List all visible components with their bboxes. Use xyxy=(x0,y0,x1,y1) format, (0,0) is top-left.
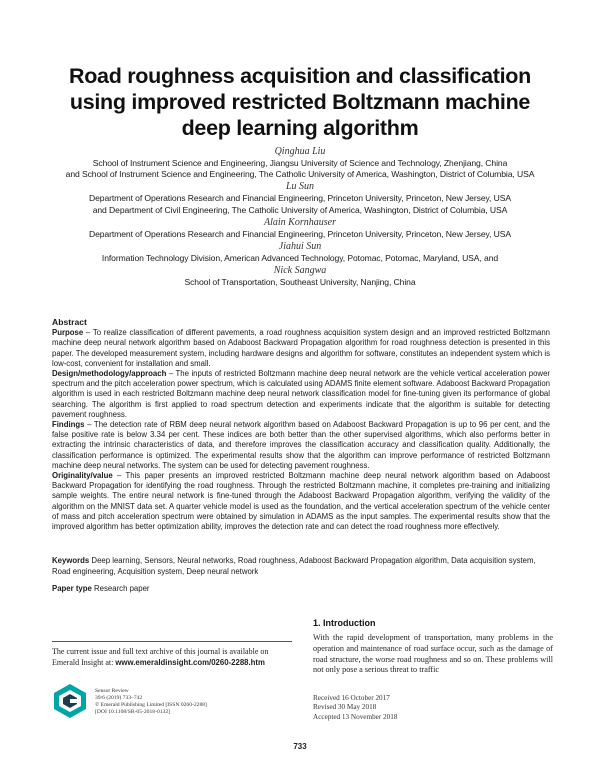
paper-title xyxy=(40,63,560,141)
journal-info xyxy=(95,688,207,716)
design-label: Design/methodology/approach xyxy=(52,369,167,379)
emerald-logo-icon xyxy=(52,683,88,719)
author-affiliation: Information Technology Division, American Advanced Technology, Potomac, Potomac, Maryland, USA, and xyxy=(101,253,499,264)
title-line-1: Road roughness acquisition and classification xyxy=(69,64,531,88)
author-affiliation: and School of Instrument Science and Engineering, The Catholic University of America, Washington, District of Columbia, USA xyxy=(65,169,535,180)
keywords-text: Deep learning, Sensors, Neural networks, Road roughness, Adaboost Backward Propagation algorithm, Data acquisition system, Road engineering, Acquisition system, Deep neural network xyxy=(52,556,536,576)
article-dates xyxy=(313,694,397,722)
journal-access-note xyxy=(52,647,294,669)
keywords xyxy=(52,556,550,577)
journal-publisher: © Emerald Publishing Limited [ISSN 0260-2288] xyxy=(95,702,207,709)
abstract-design xyxy=(52,369,550,420)
originality-label: Originality/value xyxy=(52,471,113,481)
date-accepted: Accepted 13 November 2018 xyxy=(313,712,398,721)
introduction-text: With the rapid development of transportation, many problems in the operation and maintenance of road surface occur, such as the damage of road structure, the worse road roughness and so on. These problems will not only pose a serious threat to traffic xyxy=(313,633,553,675)
abstract-purpose xyxy=(52,328,550,369)
author-name: Jiahui Sun xyxy=(278,241,322,253)
journal-volume: 39/6 (2019) 733–742 xyxy=(95,695,143,702)
keywords-label: Keywords xyxy=(52,556,90,565)
journal-url-link[interactable]: www.emeraldinsight.com/0260-2288.htm xyxy=(115,657,265,667)
author-affiliation: Department of Operations Research and Financial Engineering, Princeton University, Princeton, New Jersey, USA xyxy=(88,193,511,204)
access-text: The current issue and full text archive of this journal is available on Emerald Insight at: xyxy=(52,647,269,667)
journal-name: Sensor Review xyxy=(95,688,129,694)
date-revised: Revised 30 May 2018 xyxy=(313,703,377,712)
divider xyxy=(52,641,292,642)
design-text: – The inputs of restricted Boltzmann machine deep neural network are the vehicle vertical acceleration power spectrum and the pitch acceleration power spectrum, which is calculated using ADAMS finite element software. Adaboost Backward Propagation algorithm is used in each restricted Boltzmann machine deep neural network classification model for fine-tuning given its performance of global searching. The algorithm is first applied to road spectrum detection and experiments indicate that the algorithm is suitable for detecting pavement roughness. xyxy=(52,369,550,419)
paper-type-label: Paper type xyxy=(52,584,92,593)
author-affiliation: Department of Operations Research and Financial Engineering, Princeton University, Princeton, New Jersey, USA xyxy=(88,228,511,239)
date-received: Received 16 October 2017 xyxy=(313,694,390,702)
title-line-3: deep learning algorithm xyxy=(181,116,419,140)
abstract-originality xyxy=(52,471,550,532)
abstract-findings xyxy=(52,420,550,471)
abstract-heading: Abstract xyxy=(52,317,87,327)
author-block xyxy=(30,145,570,288)
paper-type xyxy=(52,584,550,593)
abstract xyxy=(52,317,550,532)
author-affiliation: and Department of Civil Engineering, The Catholic University of America, Washington, District of Columbia, USA xyxy=(92,204,508,215)
journal-doi: [DOI 10.1108/SR-05-2018-0132] xyxy=(95,709,170,716)
findings-text: – The detection rate of RBM deep neural network algorithm based on Adaboost Backward Propagation is up to 96 per cent, and the false positive rate is below 3.34 per cent. These indices are both better than the other supervised algorithms, which also performs better in extracting the intrinsic characteristics of data, and therefore improves the classification accuracy and classification quality. Additionally, the classification performance is optimized. The experimental results show that the algorithm can improve performance of restricted Boltzmann machine deep neural networks. The system can be used for detecting pavement roughness. xyxy=(52,420,550,470)
purpose-label: Purpose xyxy=(52,328,84,338)
originality-text: – This paper presents an improved restricted Boltzmann machine deep neural network algorithm based on Adaboost Backward Propagation for identifying the road roughness. Through the restricted Boltzmann machine, it completes pre-training and initializing sample weights. The entire neural network is fine-tuned through the Adaboost Backward Propagation algorithm, verifying the validity of the algorithm on the MNIST data set. A quarter vehicle model is used as the foundation, and the vertical acceleration spectrum of the vehicle center of mass and pitch acceleration spectrum were obtained by simulation in ADAMS as the input samples. The experimental results show that the improved algorithm has better optimization ability, improves the detection rate and can detect the road roughness more effectively. xyxy=(52,471,550,532)
author-name: Nick Sangwa xyxy=(273,265,327,277)
findings-label: Findings xyxy=(52,420,85,430)
author-affiliation: School of Transportation, Southeast University, Nanjing, China xyxy=(184,277,416,288)
author-name: Qinghua Liu xyxy=(274,146,326,157)
page-number: 733 xyxy=(293,742,307,751)
section-heading-introduction: 1. Introduction xyxy=(313,618,376,628)
author-name: Alain Kornhauser xyxy=(264,216,336,228)
paper-type-text: Research paper xyxy=(91,584,150,593)
purpose-text: – To realize classification of different pavements, a road roughness acquisition system design and an improved restricted Boltzmann machine deep neural network algorithm based on Adaboost Backward Propagation algorithm for road roughness detection is presented in this paper. The developed measurement system, including hardware designs and algorithm for software, constitutes an independent system which is low-cost, convenient for installation and small. xyxy=(52,328,550,368)
author-affiliation: School of Instrument Science and Engineering, Jiangsu University of Science and Technology, Zhenjiang, China xyxy=(92,158,508,168)
author-name: Lu Sun xyxy=(285,181,315,193)
title-line-2: using improved restricted Boltzmann machine xyxy=(69,90,531,114)
